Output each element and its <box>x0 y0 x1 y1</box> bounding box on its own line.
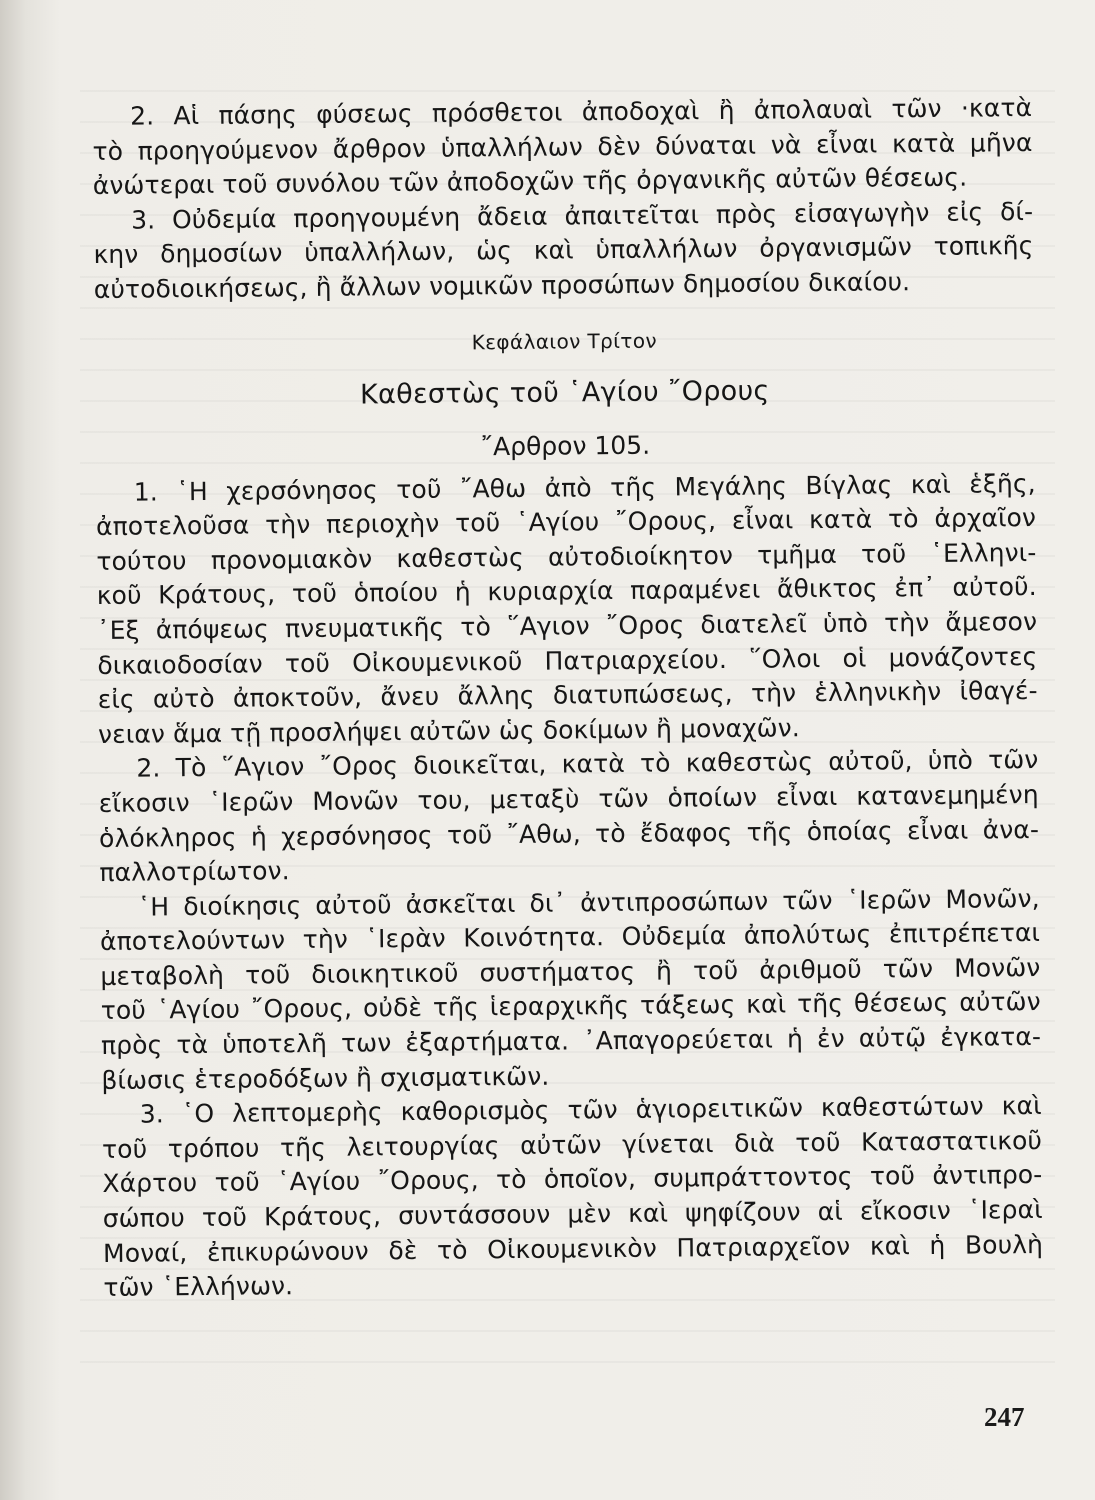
text-line: ὁλόκληρος ἡ χερσόνησος τοῦ ῎Αθω, τὸ ἔδαφος τῆς ὁποίας εἶναι ἀνα- <box>98 814 1040 853</box>
text-line: 2. Τὸ ῞Αγιον ῎Ορος διοικεῖται, κατὰ τὸ καθεστὼς αὐτοῦ, ὑπὸ τῶν <box>136 745 1039 783</box>
chapter-title: Καθεστὼς τοῦ ῾Αγίου ῎Ορους <box>359 375 770 411</box>
text-line: νειαν ἅμα τῇ προσλήψει αὐτῶν ὡς δοκίμων ἢ μοναχῶν. <box>97 712 800 749</box>
text-line: τῶν ῾Ελλήνων. <box>103 1271 294 1303</box>
text-line: παλλοτρίωτον. <box>99 856 290 888</box>
text-line: σώπου τοῦ Κράτους, συντάσσουν μὲν καὶ ψηφίζουν αἱ εἴκοσιν ῾Ιεραὶ <box>102 1194 1043 1233</box>
text-line: εἰς αὐτὸ ἀποκτοῦν, ἄνευ ἄλλης διατυπώσεως, τὴν ἑλληνικὴν ἰθαγέ- <box>97 676 1038 715</box>
text-line: βίωσις ἑτεροδόξων ἢ σχισματικῶν. <box>101 1061 550 1095</box>
text-line: 1. ῾Η χερσόνησος τοῦ ῎Αθω ἀπὸ τῆς Μεγάλης Βίγλας καὶ ἑξῆς, <box>133 468 1036 507</box>
text-line: μεταβολὴ τοῦ διοικητικοῦ συστήματος ἢ τοῦ ἀριθμοῦ τῶν Μονῶν <box>100 952 1041 991</box>
text-line: κην δημοσίων ὑπαλλήλων, ὡς καὶ ὑπαλλήλων ὀργανισμῶν τοπικῆς <box>93 231 1034 270</box>
text-line: 3. Οὐδεμία προηγουμένη ἄδεια ἀπαιτεῖται πρὸς εἰσαγωγὴν εἰς δί- <box>131 196 1034 235</box>
text-line: τοῦ τρόπου τῆς λειτουργίας αὐτῶν γίνεται διὰ τοῦ Καταστατικοῦ <box>101 1125 1043 1164</box>
paragraph-article-1 <box>96 467 1039 753</box>
text-line: ἀνώτεραι τοῦ συνόλου τῶν ἀποδοχῶν τῆς ὀργανικῆς αὐτῶν θέσεως. <box>92 162 968 201</box>
paragraph-intro-3 <box>93 195 1034 308</box>
paragraph-article-2b <box>100 882 1042 1099</box>
text-line: ῾Η διοίκησις αὐτοῦ ἀσκεῖται δι᾽ ἀντιπροσώπων τῶν ῾Ιερῶν Μονῶν, <box>137 883 1040 922</box>
text-line: Μοναί, ἐπικυρώνουν δὲ τὸ Οἰκουμενικὸν Πατριαρχεῖον καὶ ἡ Βουλὴ <box>102 1229 1044 1268</box>
text-line: ἀποτελοῦσα τὴν περιοχὴν τοῦ ῾Αγίου ῎Ορους, εἶναι κατὰ τὸ ἀρχαῖον <box>95 503 1037 542</box>
chapter-label: Κεφάλαιον Τρίτον <box>471 328 658 354</box>
text-line: κοῦ Κράτους, τοῦ ὁποίου ἡ κυριαρχία παραμένει ἄθικτος ἐπ᾽ αὐτοῦ. <box>96 572 1037 611</box>
text-line: τὸ προηγούμενον ἄρθρον ὑπαλλήλων δὲν δύναται νὰ εἶναι κατὰ μῆνα <box>92 127 1033 166</box>
page-number: 247 <box>984 1402 1025 1432</box>
text-line: πρὸς τὰ ὑποτελῆ των ἐξαρτήματα. ᾽Απαγορεύεται ἡ ἐν αὐτῷ ἐγκατα- <box>100 1021 1042 1061</box>
paragraph-article-2 <box>98 743 1039 890</box>
text-line: αὐτοδιοικήσεως, ἢ ἄλλων νομικῶν προσώπων δημοσίου δικαίου. <box>93 267 911 304</box>
text-line: εἴκοσιν ῾Ιερῶν Μονῶν του, μεταξὺ τῶν ὁποίων εἶναι κατανεμημένη <box>98 779 1039 818</box>
text-line: δικαιοδοσίαν τοῦ Οἰκουμενικοῦ Πατριαρχείου. ῞Ολοι οἱ μονάζοντες <box>97 641 1038 680</box>
text-line: τούτου προνομιακὸν καθεστὼς αὐτοδιοίκητον τμῆμα τοῦ ῾Ελληνι- <box>96 537 1037 576</box>
text-line: 3. ῾Ο λεπτομερὴς καθορισμὸς τῶν ἁγιορειτικῶν καθεστώτων καὶ <box>139 1091 1042 1129</box>
paragraph-article-3 <box>102 1089 1044 1306</box>
text-body <box>92 91 1044 1306</box>
article-heading: ῎Αρθρον 105. <box>480 430 651 461</box>
text-line: ᾽Εξ ἀπόψεως πνευματικῆς τὸ ῞Αγιον ῎Ορος διατελεῖ ὑπὸ τὴν ἄμεσον <box>96 606 1038 645</box>
paragraph-intro-2 <box>92 91 1033 204</box>
text-line: ἀποτελούντων τὴν ῾Ιερὰν Κοινότητα. Οὐδεμία ἀπολύτως ἐπιτρέπεται <box>99 918 1041 957</box>
text-line: τοῦ ῾Αγίου ῎Ορους, οὐδὲ τῆς ἱεραρχικῆς τάξεως καὶ τῆς θέσεως αὐτῶν <box>100 987 1041 1026</box>
text-line: 2. Αἱ πάσης φύσεως πρόσθετοι ἀποδοχαὶ ἢ ἀπολαυαὶ τῶν ·κατὰ <box>130 92 1033 131</box>
text-line: Χάρτου τοῦ ῾Αγίου ῎Ορους, τὸ ὁποῖον, συμπράττοντος τοῦ ἀντιπρο- <box>102 1160 1043 1199</box>
